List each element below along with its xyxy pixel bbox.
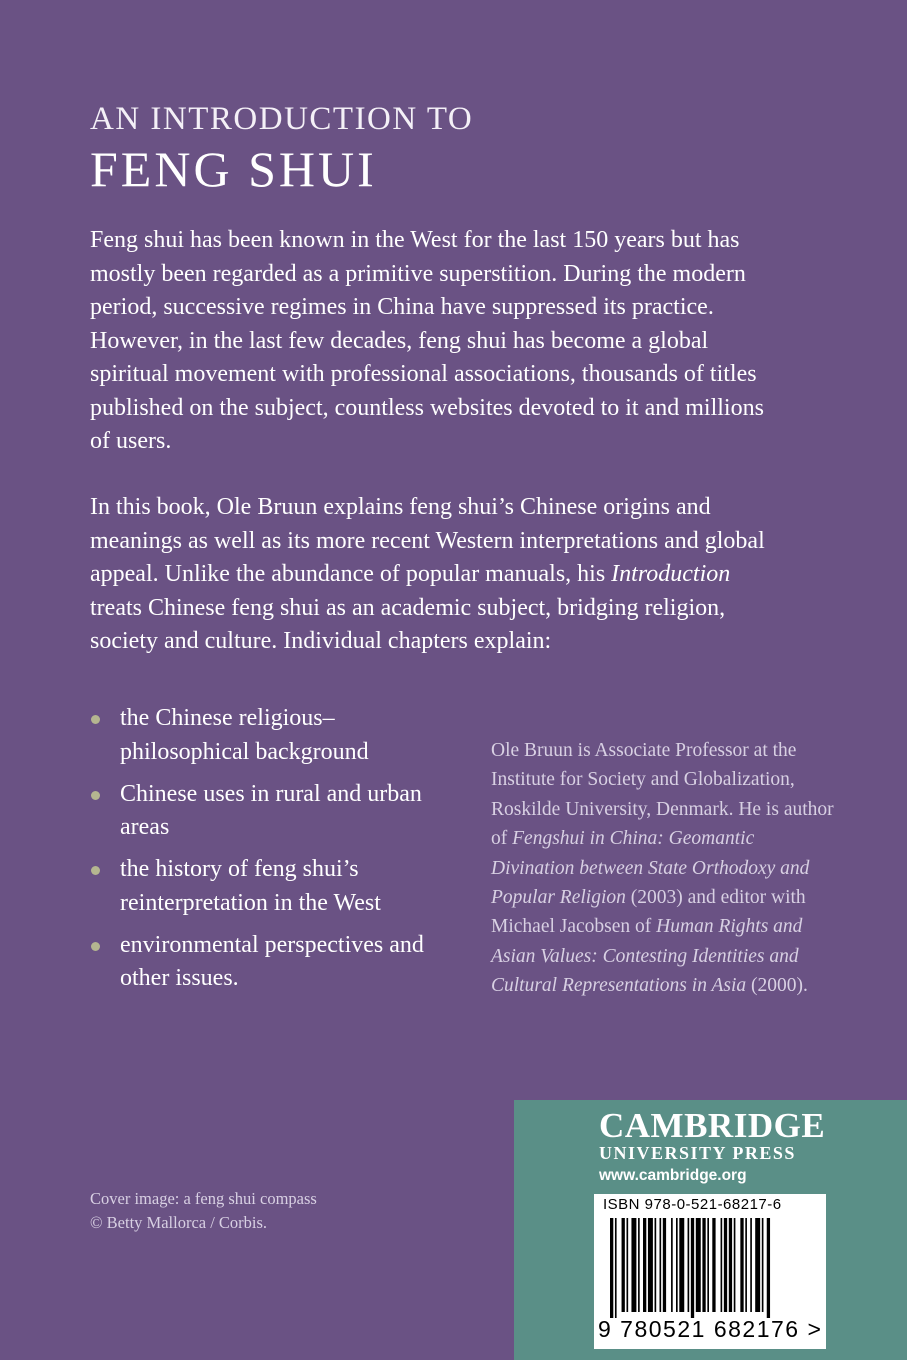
- publisher-press: UNIVERSITY PRESS: [599, 1143, 796, 1163]
- publisher-box: [514, 1100, 907, 1360]
- barcode-panel: [594, 1194, 826, 1349]
- title-line1: AN INTRODUCTION TO: [90, 101, 474, 137]
- barcode-bar: [691, 1218, 694, 1318]
- publisher-name: CAMBRIDGE: [599, 1106, 826, 1145]
- bullet-icon: [91, 942, 100, 951]
- barcode-icon: [610, 1218, 810, 1318]
- barcode-bar: [660, 1218, 662, 1312]
- barcode-bar: [638, 1218, 640, 1312]
- barcode-bar: [663, 1218, 666, 1312]
- barcode-bar: [729, 1218, 732, 1312]
- barcode-bar: [676, 1218, 678, 1312]
- barcode-bar: [755, 1218, 760, 1312]
- barcode-bar: [707, 1218, 709, 1312]
- bullet-icon: [91, 715, 100, 724]
- barcode-bar: [622, 1218, 625, 1312]
- list-item: environmental perspectives and other issues.: [90, 929, 450, 996]
- book-title-italic: Introduction: [611, 561, 731, 587]
- barcode-bar: [734, 1218, 736, 1312]
- barcode-digits: 9 780521 682176 >: [598, 1316, 823, 1342]
- barcode-bar: [615, 1218, 617, 1318]
- barcode-bar: [750, 1218, 752, 1312]
- barcode-bar: [610, 1218, 613, 1318]
- barcode-bar: [671, 1218, 673, 1312]
- barcode-bar: [724, 1218, 727, 1312]
- barcode-bar: [679, 1218, 684, 1312]
- credit-line-2: © Betty Mallorca / Corbis.: [90, 1213, 268, 1232]
- publisher-url: www.cambridge.org: [599, 1167, 747, 1184]
- barcode-bar: [740, 1218, 743, 1312]
- barcode-bar: [702, 1218, 705, 1312]
- barcode-bar: [643, 1218, 646, 1312]
- bullet-icon: [91, 791, 100, 800]
- barcode-bar: [696, 1218, 701, 1312]
- credit-line-1: Cover image: a feng shui compass: [90, 1189, 317, 1208]
- chapter-list: [90, 702, 450, 1004]
- isbn-label: ISBN 978-0-521-68217-6: [603, 1196, 782, 1213]
- barcode-bar: [712, 1218, 715, 1312]
- title-line2: FENG SHUI: [90, 141, 377, 197]
- barcode-bar: [721, 1218, 723, 1312]
- barcode-bar: [762, 1218, 764, 1312]
- barcode-bar: [655, 1218, 657, 1312]
- bullet-icon: [91, 866, 100, 875]
- barcode-bar: [631, 1218, 636, 1312]
- description-paragraph-2: In this book, Ole Bruun explains feng shui’s Chinese origins and meanings as well as its more recent Western interpretations and global appeal. Unlike the abundance of popular manuals, his Introduction treats Chinese feng shui as an academic subject, bridging religion, society and culture. Individual chapters explain:: [90, 494, 765, 654]
- barcode-bar: [627, 1218, 629, 1312]
- barcode-bar: [648, 1218, 653, 1312]
- barcode-bar: [767, 1218, 770, 1318]
- author-bio: Ole Bruun is Associate Professor at the Institute for Society and Globalization, Roskilde University, Denmark. He is author of Fengshui in China: Geomantic Divination between State Orthodoxy and Popular Religion (2003) and editor with Michael Jacobsen of Human Rights and Asian Values: Contesting Identities and Cultural Representations in Asia (2000).: [491, 740, 834, 997]
- list-item: Chinese uses in rural and urban areas: [90, 778, 450, 845]
- list-item: the Chinese religious–philosophical background: [90, 702, 450, 769]
- barcode-bar: [745, 1218, 747, 1312]
- barcode-bar: [688, 1218, 690, 1312]
- list-item: the history of feng shui’s reinterpretation in the West: [90, 853, 450, 920]
- cover-credit: [90, 1187, 317, 1235]
- description-paragraph-1: Feng shui has been known in the West for the last 150 years but has mostly been regarded as a primitive superstition. During the modern period, successive regimes in China have suppressed its practice. However, in the last few decades, feng shui has become a global spiritual movement with professional associations, thousands of titles published on the subject, countless websites devoted to it and millions of users.: [90, 227, 764, 454]
